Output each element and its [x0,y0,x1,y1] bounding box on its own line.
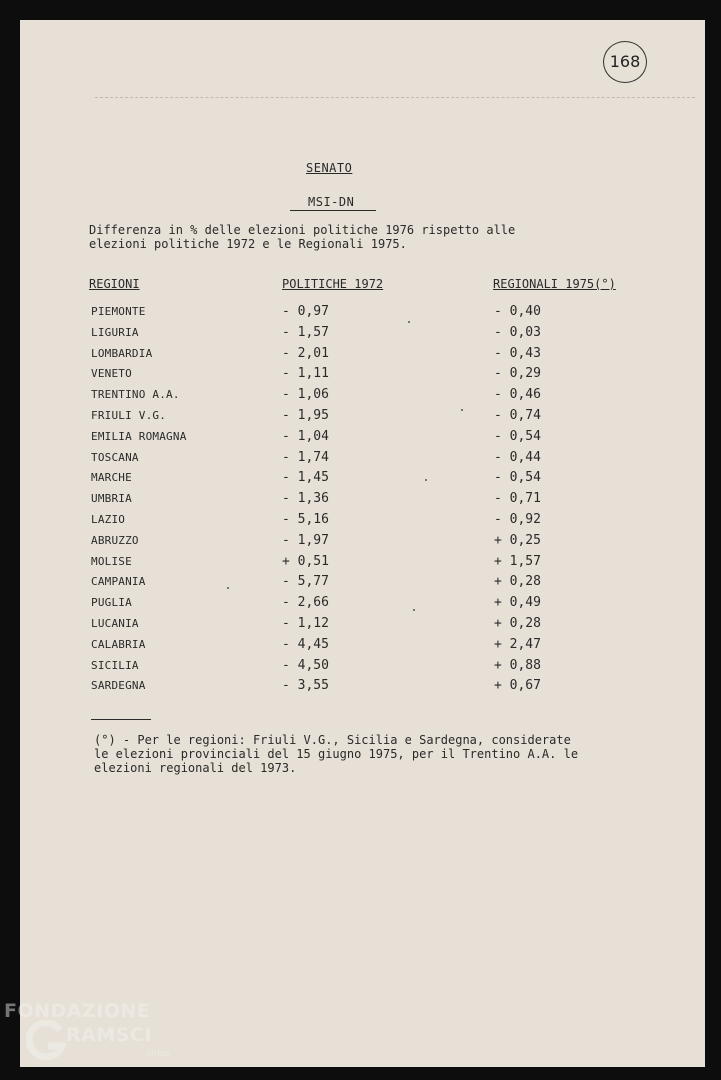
watermark-line-1: FONDAZIONE [4,1000,151,1022]
paper-speck [227,587,229,589]
politiche-value: - 4,50 [282,657,329,673]
table-row [20,617,705,638]
regionali-value: - 0,03 [494,324,541,340]
results-table [20,305,705,700]
region-name: TRENTINO A.A. [91,388,180,402]
region-name: PIEMONTE [91,305,146,318]
region-name: EMILIA ROMAGNA [91,429,187,443]
politiche-value: - 3,55 [282,678,329,694]
politiche-value: - 1,74 [282,449,329,465]
table-row [20,409,705,430]
politiche-value: - 2,01 [282,345,329,361]
region-name: LUCANIA [91,616,139,630]
table-row [20,659,705,680]
table-row [20,596,705,617]
politiche-value: - 1,04 [282,428,329,444]
table-row [20,347,705,368]
table-row [20,638,705,659]
regionali-value: + 2,47 [494,636,541,652]
politiche-value: - 1,97 [282,532,329,548]
table-row [20,367,705,388]
region-name: LIGURIA [91,325,139,339]
region-name: LAZIO [91,512,126,526]
column-header-regionali: REGIONALI 1975(°) [493,277,616,291]
region-name: SARDEGNA [91,679,146,693]
regionali-value: + 0,28 [494,574,541,590]
table-row [20,555,705,576]
paper-speck [461,409,463,411]
intro-text: Differenza in % delle elezioni politiche 1976 rispetto alle elezioni politiche 1972 e le Regionali 1975. [89,223,516,251]
regionali-value: - 0,71 [494,491,541,507]
regionali-value: - 0,92 [494,511,541,527]
region-name: LOMBARDIA [91,346,153,360]
politiche-value: - 5,77 [282,574,329,590]
watermark-line-2: RAMSCI [66,1024,152,1046]
column-header-regioni: REGIONI [89,277,140,291]
watermark-line-3: onlus [146,1049,171,1059]
paper-speck [413,609,415,611]
politiche-value: - 1,36 [282,491,329,507]
region-name: SICILIA [91,658,139,672]
table-row [20,471,705,492]
regionali-value: - 0,40 [494,304,541,319]
paper-speck [408,321,410,323]
regionali-value: - 0,43 [494,345,541,361]
politiche-value: - 1,57 [282,324,329,340]
region-name: UMBRIA [91,492,132,506]
table-row [20,305,705,326]
regionali-value: + 0,49 [494,595,541,611]
fondazione-gramsci-watermark [4,1000,184,1076]
table-row [20,388,705,409]
region-name: FRIULI V.G. [91,408,167,422]
watermark-g-logo-icon [26,1020,68,1062]
party-title: MSI-DN [308,195,355,209]
politiche-value: - 4,45 [282,636,329,652]
politiche-value: - 2,66 [282,595,329,611]
region-name: ABRUZZO [91,533,139,547]
table-row [20,492,705,513]
regionali-value: - 0,29 [494,366,541,382]
table-row [20,679,705,700]
document-title: SENATO [306,161,353,175]
table-row [20,326,705,347]
table-row [20,430,705,451]
regionali-value: + 0,88 [494,657,541,673]
region-name: CALABRIA [91,637,146,651]
regionali-value: + 0,28 [494,615,541,631]
document-page [20,20,705,1067]
region-name: TOSCANA [91,450,139,464]
politiche-value: - 1,11 [282,366,329,382]
politiche-value: - 0,97 [282,304,329,319]
paper-speck [425,479,427,481]
table-row [20,451,705,472]
region-name: VENETO [91,367,132,381]
regionali-value: - 0,54 [494,470,541,486]
regionali-value: - 0,54 [494,428,541,444]
regionali-value: - 0,74 [494,407,541,423]
regionali-value: + 1,57 [494,553,541,569]
footnote-text: (°) - Per le regioni: Friuli V.G., Sicilia e Sardegna, considerate le elezioni provinciali del 15 giugno 1975, per il Trentino A.A. le elezioni regionali del 1973. [94,733,579,775]
regionali-value: - 0,46 [494,387,541,403]
column-header-politiche: POLITICHE 1972 [282,277,384,291]
politiche-value: + 0,51 [282,553,329,569]
faint-header-rule [95,97,695,98]
table-row [20,513,705,534]
region-name: CAMPANIA [91,575,146,589]
region-name: MARCHE [91,471,132,485]
politiche-value: - 1,95 [282,407,329,423]
politiche-value: - 1,12 [282,615,329,631]
page-number-stamp: 168 [603,41,647,83]
politiche-value: - 1,45 [282,470,329,486]
region-name: PUGLIA [91,596,132,610]
politiche-value: - 1,06 [282,387,329,403]
party-underline [290,210,376,211]
regionali-value: + 0,25 [494,532,541,548]
footnote-rule [91,719,151,720]
regionali-value: + 0,67 [494,678,541,694]
regionali-value: - 0,44 [494,449,541,465]
table-row [20,534,705,555]
politiche-value: - 5,16 [282,511,329,527]
table-row [20,575,705,596]
region-name: MOLISE [91,554,132,568]
